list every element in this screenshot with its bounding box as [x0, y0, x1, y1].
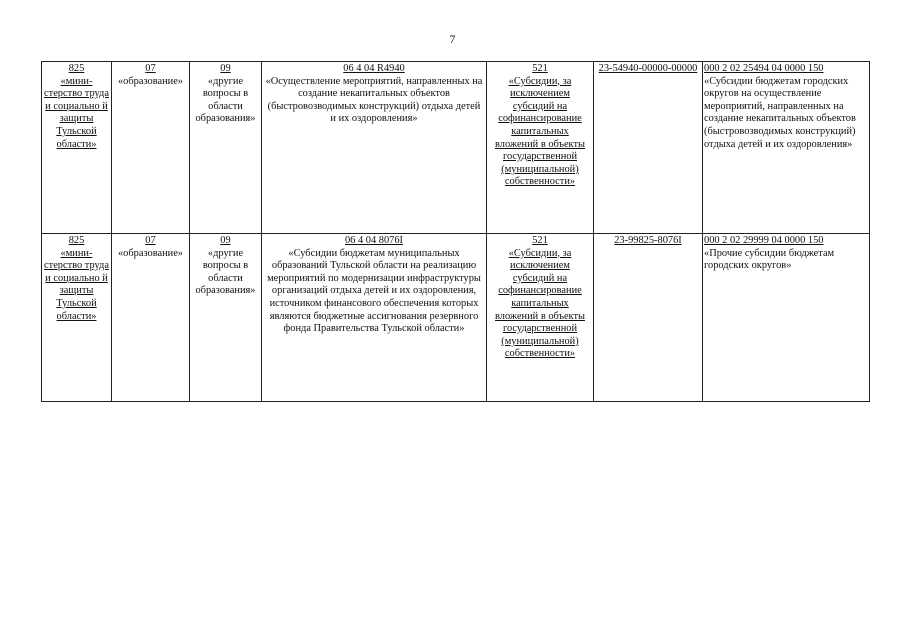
target-article-cell: [262, 62, 487, 234]
purpose-code: 23-54940-00000-00000: [598, 63, 698, 74]
target-code: 06 4 04 8076I: [344, 235, 403, 246]
ministry-name: «мини-стерство труда и социально й защиты Тульской области»: [44, 75, 109, 150]
expense-code: 521: [532, 63, 548, 74]
target-code: 06 4 04 R4940: [343, 63, 405, 74]
income-name: «Прочие субсидии бюджетам городских округов»: [704, 247, 835, 272]
table-row: [42, 234, 870, 402]
table-row: [42, 62, 870, 234]
purpose-code-cell: [594, 62, 703, 234]
purpose-code-cell: [594, 234, 703, 402]
subsection-cell: [190, 62, 262, 234]
ministry-cell: [42, 234, 112, 402]
ministry-name: «мини-стерство труда и социально й защиты Тульской области»: [44, 247, 109, 322]
income-code: 000 2 02 29999 04 0000 150: [704, 235, 824, 246]
section-name: «образование»: [117, 75, 184, 87]
budget-classification-table: [41, 61, 870, 402]
purpose-code: 23-99825-8076I: [614, 235, 682, 246]
subsection-cell: [190, 234, 262, 402]
expense-code: 521: [532, 235, 548, 246]
subsection-code: 09: [220, 235, 231, 246]
ministry-code: 825: [68, 63, 85, 74]
target-article-cell: [262, 234, 487, 402]
income-code: 000 2 02 25494 04 0000 150: [704, 63, 824, 74]
section-code: 07: [145, 235, 156, 246]
income-cell: [703, 62, 870, 234]
section-code: 07: [145, 63, 156, 74]
ministry-cell: [42, 62, 112, 234]
ministry-code: 825: [68, 235, 85, 246]
section-name: «образование»: [117, 247, 184, 259]
income-cell: [703, 234, 870, 402]
expense-type-cell: [487, 234, 594, 402]
expense-type-cell: [487, 62, 594, 234]
section-cell: [112, 62, 190, 234]
target-name: «Субсидии бюджетам муниципальных образований Тульской области на реализацию мероприятий по модернизации инфраструктуры организаций отдыха детей и их оздоровления, источником финансового обеспечения которых являются бюджетные ассигнования резервного фонда Правительства Тульской области»: [267, 247, 481, 335]
subsection-name: «другие вопросы в области образования»: [195, 75, 256, 125]
income-name: «Субсидии бюджетам городских округов на осуществление мероприятий, направленных на создание некапитальных объектов (быстровозводимых конструкций) отдыха детей и их оздоровления»: [704, 75, 856, 150]
subsection-code: 09: [220, 63, 231, 74]
section-cell: [112, 234, 190, 402]
expense-name: «Субсидии, за исключением субсидий на софинансирование капитальных вложений в объекты государственной (муниципальной) собственности»: [495, 75, 585, 188]
target-name: «Осуществление мероприятий, направленных на создание некапитальных объектов (быстровозводимых конструкций) отдыха детей и их оздоровления»: [265, 75, 483, 125]
subsection-name: «другие вопросы в области образования»: [195, 247, 256, 297]
expense-name: «Субсидии, за исключением субсидий на софинансирование капитальных вложений в объекты государственной (муниципальной) собственности»: [495, 247, 585, 360]
page-number: 7: [449, 32, 456, 46]
